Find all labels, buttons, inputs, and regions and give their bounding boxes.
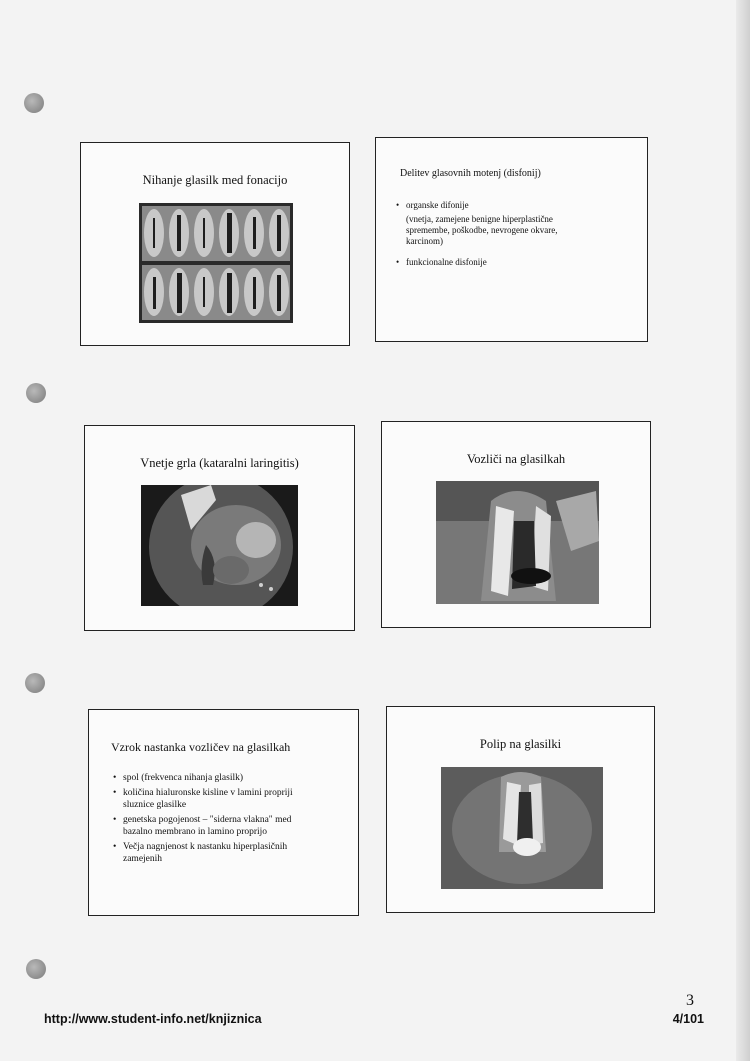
bullet-item (396, 200, 626, 247)
bullet-text: genetska pogojenost – "siderna vlakna" med bazalno membrano in lamino proprijo (123, 815, 292, 837)
slide-laryngitis (84, 425, 355, 631)
bullet-list (396, 200, 626, 271)
slide-title: Vozliči na glasilkah (466, 452, 566, 466)
footer-url-link[interactable]: http://www.student-info.net/knjiznica (44, 1012, 262, 1026)
slide-vocal-polyp (386, 706, 655, 913)
bullet-list (113, 772, 323, 868)
page-edge-shadow (736, 0, 750, 1061)
bullet-item (396, 257, 626, 268)
vocal-polyp-image (441, 767, 603, 889)
bullet-text: spol (frekvenca nihanja glasilk) (123, 773, 244, 783)
slide-vocal-nodules (381, 421, 651, 628)
footer-page-count: 4/101 (672, 1012, 704, 1026)
bullet-item (113, 814, 323, 838)
vocal-fold-sequence-image (139, 203, 293, 323)
bullet-item (113, 787, 323, 811)
punch-hole-icon (25, 673, 45, 693)
slide-dysphonia-classification (375, 137, 648, 342)
punch-hole-icon (26, 959, 46, 979)
bullet-item (113, 841, 323, 865)
slide-title: Nihanje glasilk med fonacijo (142, 173, 288, 187)
punch-hole-icon (24, 93, 44, 113)
punch-hole-icon (26, 383, 46, 403)
slide-title: Vnetje grla (kataralni laringitis) (140, 456, 299, 470)
page-number: 3 (686, 992, 694, 1009)
bullet-text: organske difonije (406, 200, 469, 210)
slide-nodule-causes (88, 709, 359, 916)
slide-vocal-fold-vibration (80, 142, 350, 346)
bullet-text: količina hialuronske kisline v lamini propriji sluznice glasilke (123, 788, 293, 810)
vocal-nodules-image (436, 481, 599, 604)
bullet-text: Večja nagnjenost k nastanku hiperplasičnih zamejenih (123, 842, 288, 864)
bullet-text: funkcionalne disfonije (406, 257, 487, 267)
slide-title: Polip na glasilki (479, 737, 562, 751)
bullet-sub-note: (vnetja, zamejene benigne hiperplastične spremembe, poškodbe, nevrogene okvare, karcinom) (406, 214, 558, 246)
slide-title: Vzrok nastanka vozličev na glasilkah (111, 740, 291, 754)
slide-title: Delitev glasovnih motenj (disfonij) (400, 168, 541, 179)
bullet-item (113, 772, 323, 784)
laryngitis-image (141, 485, 298, 606)
